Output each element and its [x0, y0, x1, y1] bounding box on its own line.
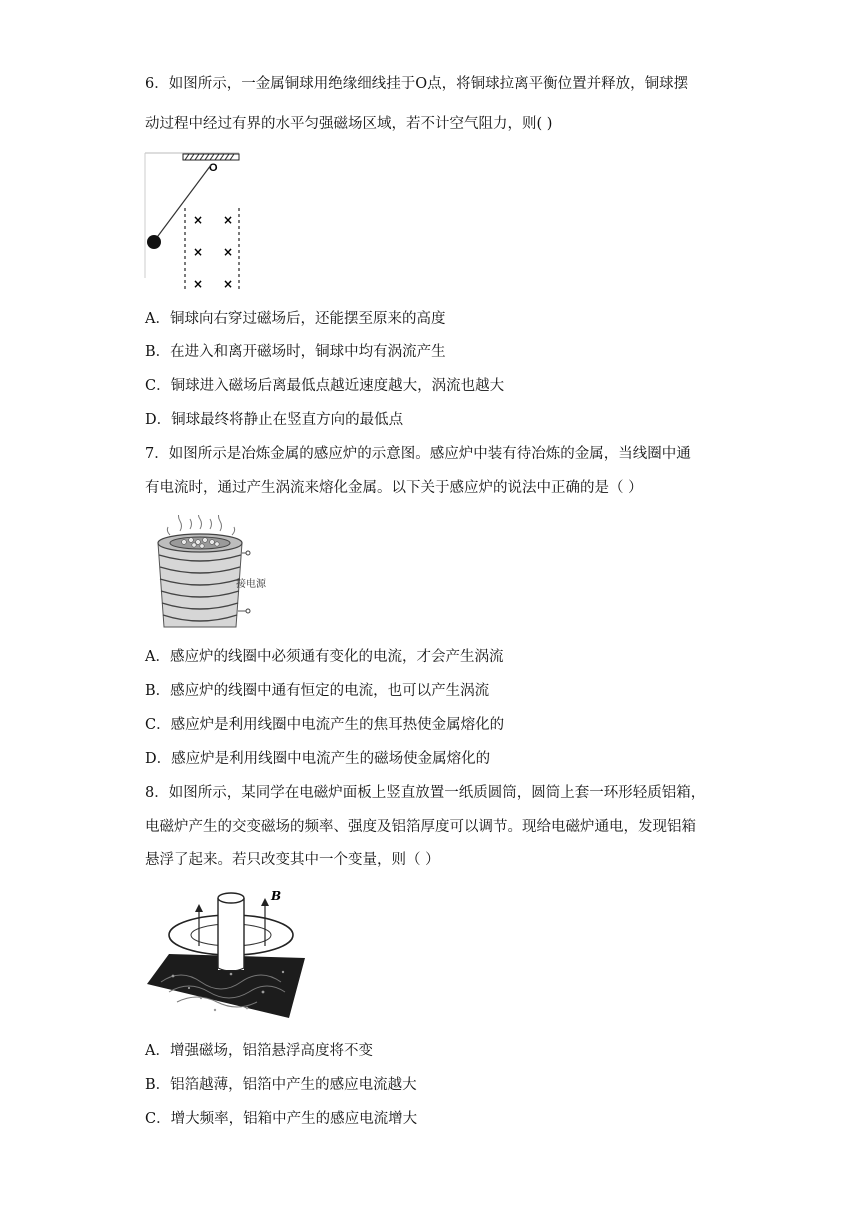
copper-ball [147, 235, 161, 249]
terminal-bottom [246, 609, 250, 613]
q8-option-a: A．增强磁场，铝箔悬浮高度将不变 [145, 1043, 373, 1059]
q8-stem-line2: 电磁炉产生的交变磁场的频率、强度及铝箔厚度可以调节。现给电磁炉通电，发现铝箱 [145, 819, 696, 835]
paper-tube-fill [218, 898, 244, 970]
svg-text:×: × [192, 213, 204, 227]
q8-option-c: C．增大频率，铝箱中产生的感应电流增大 [145, 1111, 418, 1127]
q7-stem-line2: 有电流时，通过产生涡流来熔化金属。以下关于感应炉的说法中正确的是（ ） [145, 480, 643, 496]
q6-option-b: B．在进入和离开磁场时，铜球中均有涡流产生 [145, 344, 446, 360]
q6-option-d: D．铜球最终将静止在竖直方向的最低点 [145, 412, 404, 428]
heat-waves [167, 515, 234, 535]
induction-cooker-levitation-figure [143, 880, 308, 1028]
q8-stem-line1: 8．如图所示，某同学在电磁炉面板上竖直放置一纸质圆筒，圆筒上套一环形轻质铝箱， [145, 785, 706, 801]
induction-furnace-figure [150, 515, 290, 635]
magnetic-field-crosses [193, 213, 233, 291]
q7-option-a: A．感应炉的线圈中必须通有变化的电流，才会产生涡流 [145, 649, 504, 665]
svg-text:×: × [222, 245, 234, 259]
power-label: 接电源 [236, 579, 266, 590]
field-label: B [271, 889, 282, 903]
q7-stem-line1: 7．如图所示是冶炼金属的感应炉的示意图。感应炉中装有待冶炼的金属，当线圈中通 [145, 446, 691, 462]
svg-text:×: × [222, 277, 234, 291]
paper-tube-top [218, 893, 244, 903]
q7-option-d: D．感应炉是利用线圈中电流产生的磁场使金属熔化的 [145, 751, 491, 767]
q7-option-b: B．感应炉的线圈中通有恒定的电流，也可以产生涡流 [145, 683, 490, 699]
q6-option-c: C．铜球进入磁场后离最低点越近速度越大，涡流也越大 [145, 378, 505, 394]
svg-text:×: × [192, 245, 204, 259]
terminal-top [246, 551, 250, 555]
q8-stem-line3: 悬浮了起来。若只改变其中一个变量，则（ ） [145, 852, 440, 868]
q6-stem-line2: 动过程中经过有界的水平匀强磁场区域，若不计空气阻力，则( ) [145, 116, 553, 132]
q6-option-a: A．铜球向右穿过磁场后，还能摆至原来的高度 [145, 311, 446, 327]
q6-stem-line1: 6．如图所示，一金属铜球用绝缘细线挂于O点，将铜球拉离平衡位置并释放，铜球摆 [145, 76, 689, 92]
pendulum-figure [143, 150, 243, 296]
svg-text:×: × [192, 277, 204, 291]
q7-option-c: C．感应炉是利用线圈中电流产生的焦耳热使金属熔化的 [145, 717, 505, 733]
q8-option-b: B．铝箔越薄，铝箔中产生的感应电流越大 [145, 1077, 417, 1093]
pivot-label: O [209, 162, 218, 174]
svg-text:×: × [222, 213, 234, 227]
pendulum-string [155, 165, 211, 240]
